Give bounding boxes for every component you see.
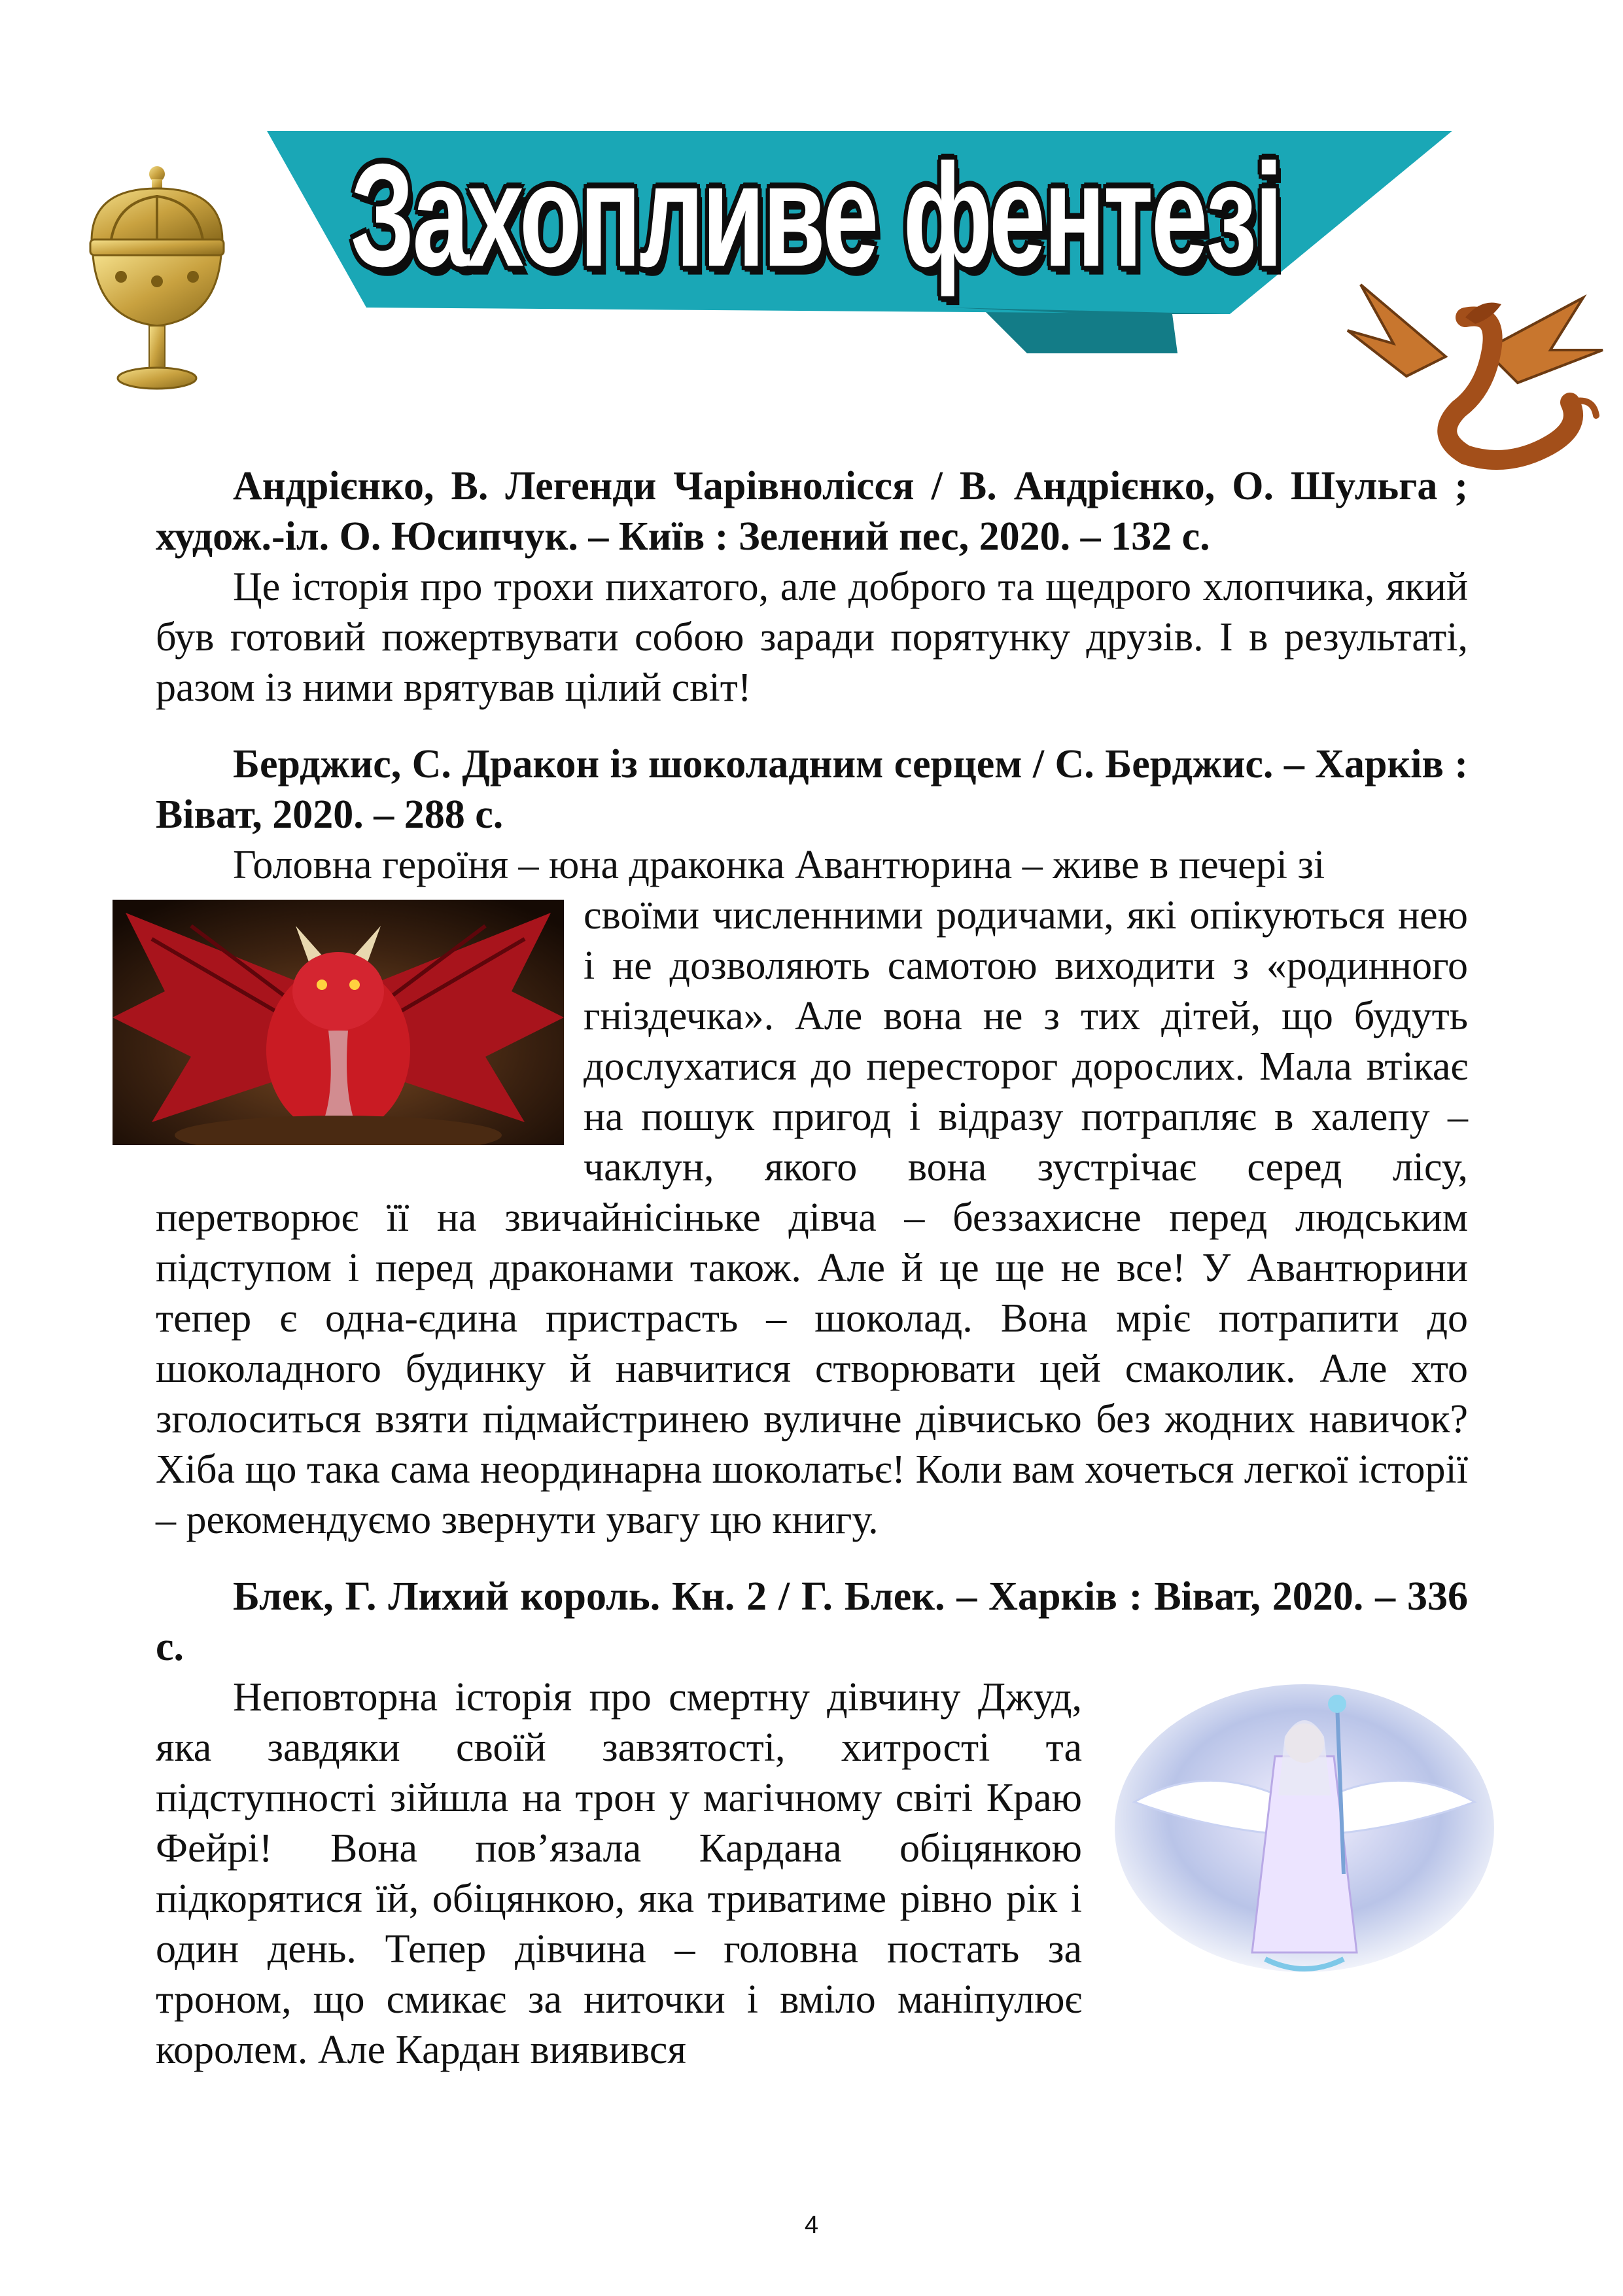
page-title: Захопливе фентезі (350, 133, 1282, 298)
book-annotation: своїми численними родичами, які опікуються нею і не дозволяють самотою виходити з «родинного гніздечка». Але вона не з тих дітей, що будуть дослухатися до пересторог дорослих. Мала втікає на пошук пригод і відразу потрапляє в халепу – чаклун, якого вона зустрічає серед лісу, перетворює її на звичайнісіньке дівча – беззахисне перед людським підступом і перед драконами також. Але й це ще не все! У Авантюрини тепер є одна-єдина пристрасть – шоколад. Вона мріє потрапити до шоколадного будинку й навчитися створювати цей смаколик. Але хто зголоситься взяти підмайстринею вуличне дівчисько без жодних навичок? Хіба що така сама неординарна шоколатьє! Коли вам хочеться легкої історії – рекомендуємо звернути увагу цю книгу. (156, 893, 1468, 1542)
book-annotation: Неповторна історія про смертну дівчину Джуд, яка завдяки своїй завзятості, хитрості та підступності зійшла на трон у магічному світі Краю Фейрі! Вона пов’язала Кардана обіцянкою підкорятися їй, обіцянкою, яка триватиме рівно рік і один день. Тепер дівчина – головна постать за троном, що смикає за ниточки і вміло маніпулює королем. Але Кардан виявився (156, 1675, 1082, 2072)
red-dragon-illustration (113, 900, 564, 1145)
book-entry (156, 739, 1468, 1545)
book-list (156, 461, 1468, 2102)
dragon-icon (1335, 258, 1609, 474)
bibliographic-record: Андрієнко, В. Легенди Чарівнолісся / В. Андрієнко, О. Шульга ; худож.-іл. О. Юсипчук. – Київ : Зелений пес, 2020. – 132 с. (156, 464, 1468, 559)
book-annotation-first-line: Головна героїня – юна драконка Авантюрина – живе в печері зі (233, 843, 1325, 887)
book-entry (156, 461, 1468, 713)
book-entry (156, 1572, 1468, 2075)
bibliographic-record: Блек, Г. Лихий король. Кн. 2 / Г. Блек. – Харків : Віват, 2020. – 336 с. (156, 1574, 1468, 1669)
page-number: 4 (804, 2212, 819, 2239)
book-annotation: Це історія про трохи пихатого, але доброго та щедрого хлопчика, який був готовий пожертвувати собою заради порятунку друзів. І в результаті, разом із ними врятував цілий світ! (156, 565, 1468, 710)
crown-goblet-icon (79, 162, 236, 391)
bibliographic-record: Берджис, С. Дракон із шоколадним серцем / С. Берджис. – Харків : Віват, 2020. – 288 с. (156, 742, 1468, 837)
faerie-queen-illustration (1108, 1678, 1501, 1985)
